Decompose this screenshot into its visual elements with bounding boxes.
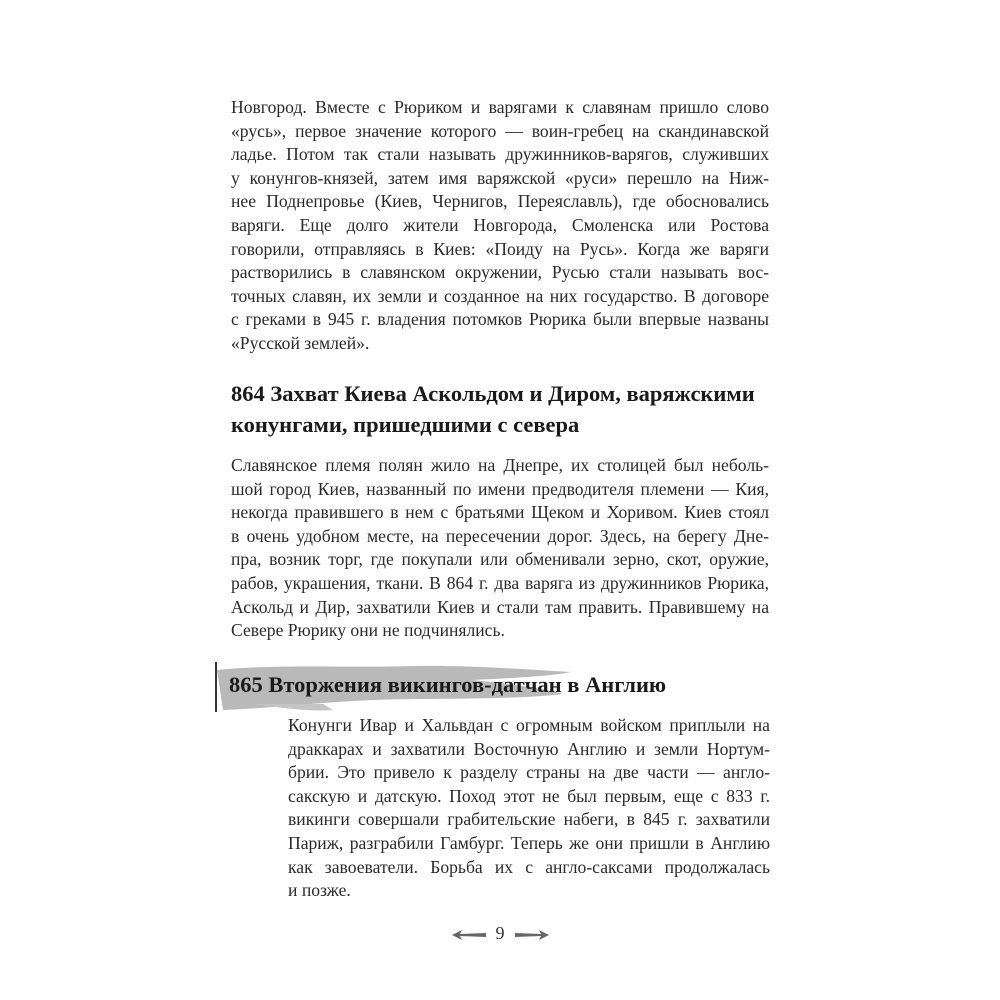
text-line: с греками в 945 г. владения потомков Рюрика были впервые названы	[231, 309, 769, 330]
heading-line: конунгами, пришедшими с севера	[231, 412, 580, 437]
heading-line: 864 Захват Киева Аскольдом и Диром, варяжскими	[231, 381, 755, 406]
text-line: пра, возник торг, где покупали или обменивали зерно, скот, оружие,	[231, 549, 769, 570]
text-line: «русь», первое значение которого — воин-гребец на скандинавской	[231, 120, 769, 141]
text-line: у конунгов-князей, затем имя варяжской «руси» перешло на Ниж-	[231, 167, 769, 188]
text-line: ладье. Потом так стали называть дружинников-варягов, служивших	[231, 144, 769, 165]
text-line: растворились в славянском окружении, Русью стали называть вос-	[231, 262, 769, 283]
text-line: «Русской землей».	[231, 332, 370, 353]
left-ornament-icon	[452, 930, 486, 940]
text-line: некогда правившего в нем с братьями Щеком и Хоривом. Киев стоял	[231, 502, 769, 523]
intro-paragraph	[231, 96, 769, 356]
page-footer	[0, 923, 1000, 944]
text-line: викинги совершали грабительские набеги, в 845 г. захватили	[288, 809, 770, 830]
text-line: брии. Это привело к разделу страны на две части — англо-	[288, 762, 770, 783]
text-line: сакскую и датскую. Поход этот не был первым, еще с 833 г.	[288, 785, 770, 806]
text-line: в очень удобном месте, на пересечении дорог. Здесь, на берегу Дне-	[231, 525, 769, 546]
text-line: Конунги Ивар и Хальвдан с огромным войском приплыли на	[288, 715, 770, 735]
text-line: точных славян, их земли и созданное на них государство. В договоре	[231, 285, 769, 306]
right-ornament-icon	[515, 930, 549, 940]
text-line: рабов, украшения, ткани. В 864 г. два варяга из дружинников Рюрика,	[231, 572, 769, 593]
text-line: драккарах и захватили Восточную Англию и земли Нортум-	[288, 738, 770, 759]
text-line: Аскольд и Дир, захватили Киев и стали там править. Правившему на	[231, 596, 769, 617]
text-line: Севере Рюрику они не подчинялись.	[231, 620, 505, 641]
section-865-paragraph	[288, 714, 770, 903]
section-864-paragraph	[231, 454, 769, 643]
text-line: говорили, отправляясь в Киев: «Поиду на Русь». Когда же варяги	[231, 238, 769, 259]
text-line: Париж, разграбили Гамбург. Теперь же они пришли в Англию	[288, 832, 770, 853]
page-number: 9	[495, 923, 505, 943]
text-line: Новгород. Вместе с Рюриком и варягами к славянам пришло слово	[231, 97, 769, 117]
text-line: как завоеватели. Борьба их с англо-саксами продолжалась	[288, 856, 770, 877]
text-line: Славянское племя полян жило на Днепре, их столицей был неболь-	[231, 455, 769, 475]
section-heading-865: 865 Вторжения викингов-датчан в Англию	[229, 672, 667, 697]
text-line: шой город Киев, названный по имени предводителя племени — Кия,	[231, 478, 769, 499]
section-heading-864	[231, 378, 755, 440]
text-line: варяги. Еще долго жители Новгорода, Смоленска или Ростова	[231, 214, 769, 235]
text-line: и позже.	[288, 880, 351, 901]
text-line: нее Поднепровье (Киев, Чернигов, Переяславль), где обосновались	[231, 191, 769, 212]
